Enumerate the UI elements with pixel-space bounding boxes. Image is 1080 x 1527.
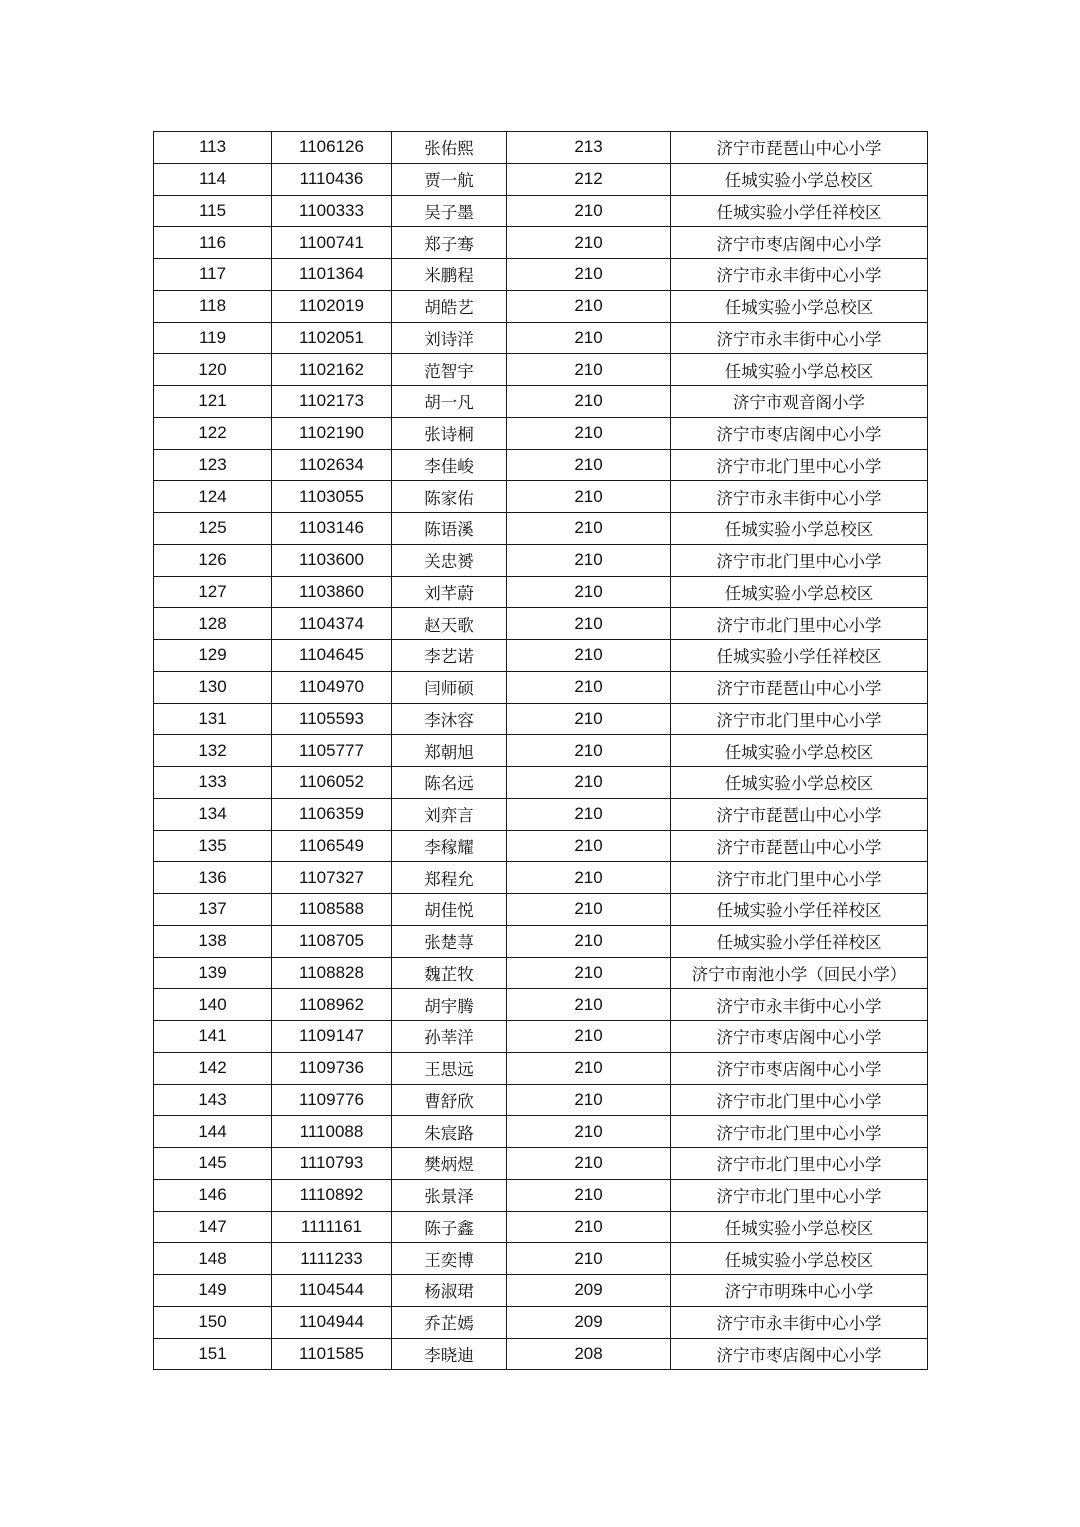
id-cell: 1101364 [272,259,392,291]
school-cell: 任城实验小学总校区 [671,513,928,545]
name-cell: 李艺诺 [392,640,507,672]
score-cell: 210 [507,449,671,481]
score-cell: 208 [507,1338,671,1370]
name-cell: 米鹏程 [392,259,507,291]
id-cell: 1106126 [272,132,392,164]
name-cell: 杨淑珺 [392,1275,507,1307]
table-row [154,671,928,703]
table-row [154,798,928,830]
rank-cell: 148 [154,1243,272,1275]
table-row [154,163,928,195]
results-table [153,131,928,1370]
score-cell: 210 [507,1116,671,1148]
school-cell: 济宁市枣店阁中心小学 [671,417,928,449]
id-cell: 1111161 [272,1211,392,1243]
score-cell: 210 [507,322,671,354]
rank-cell: 121 [154,386,272,418]
rank-cell: 120 [154,354,272,386]
rank-cell: 139 [154,957,272,989]
table-row [154,957,928,989]
rank-cell: 146 [154,1179,272,1211]
school-cell: 济宁市永丰街中心小学 [671,989,928,1021]
name-cell: 张景泽 [392,1179,507,1211]
rank-cell: 131 [154,703,272,735]
name-cell: 李晓迪 [392,1338,507,1370]
name-cell: 李稼耀 [392,830,507,862]
id-cell: 1100741 [272,227,392,259]
rank-cell: 150 [154,1306,272,1338]
rank-cell: 124 [154,481,272,513]
table-row [154,1243,928,1275]
id-cell: 1103860 [272,576,392,608]
score-cell: 210 [507,925,671,957]
school-cell: 济宁市枣店阁中心小学 [671,227,928,259]
name-cell: 魏芷牧 [392,957,507,989]
score-cell: 210 [507,894,671,926]
score-cell: 210 [507,417,671,449]
name-cell: 王思远 [392,1052,507,1084]
name-cell: 李沐容 [392,703,507,735]
score-cell: 213 [507,132,671,164]
score-cell: 209 [507,1275,671,1307]
name-cell: 曹舒欣 [392,1084,507,1116]
table-row [154,1338,928,1370]
school-cell: 济宁市北门里中心小学 [671,544,928,576]
score-cell: 210 [507,957,671,989]
name-cell: 刘弈言 [392,798,507,830]
table-row [154,544,928,576]
id-cell: 1106052 [272,767,392,799]
name-cell: 郑子骞 [392,227,507,259]
rank-cell: 135 [154,830,272,862]
score-cell: 210 [507,1084,671,1116]
name-cell: 刘诗洋 [392,322,507,354]
score-cell: 210 [507,1179,671,1211]
id-cell: 1105593 [272,703,392,735]
name-cell: 范智宇 [392,354,507,386]
school-cell: 任城实验小学任祥校区 [671,925,928,957]
table-row [154,1084,928,1116]
name-cell: 朱宸路 [392,1116,507,1148]
name-cell: 胡宇腾 [392,989,507,1021]
name-cell: 李佳峻 [392,449,507,481]
rank-cell: 149 [154,1275,272,1307]
name-cell: 王奕博 [392,1243,507,1275]
name-cell: 孙莘洋 [392,1021,507,1053]
table-row [154,290,928,322]
rank-cell: 129 [154,640,272,672]
school-cell: 济宁市琵琶山中心小学 [671,798,928,830]
school-cell: 济宁市枣店阁中心小学 [671,1052,928,1084]
table-row [154,1306,928,1338]
school-cell: 济宁市琵琶山中心小学 [671,132,928,164]
school-cell: 济宁市琵琶山中心小学 [671,671,928,703]
name-cell: 陈家佑 [392,481,507,513]
score-cell: 210 [507,989,671,1021]
school-cell: 济宁市北门里中心小学 [671,1084,928,1116]
rank-cell: 125 [154,513,272,545]
score-cell: 210 [507,195,671,227]
table-row [154,576,928,608]
rank-cell: 142 [154,1052,272,1084]
school-cell: 任城实验小学任祥校区 [671,195,928,227]
table-row [154,894,928,926]
name-cell: 樊炳煜 [392,1148,507,1180]
id-cell: 1108962 [272,989,392,1021]
id-cell: 1102634 [272,449,392,481]
score-cell: 210 [507,354,671,386]
rank-cell: 126 [154,544,272,576]
rank-cell: 151 [154,1338,272,1370]
school-cell: 济宁市永丰街中心小学 [671,322,928,354]
rank-cell: 127 [154,576,272,608]
name-cell: 陈名远 [392,767,507,799]
score-cell: 210 [507,735,671,767]
id-cell: 1102173 [272,386,392,418]
rank-cell: 113 [154,132,272,164]
school-cell: 任城实验小学任祥校区 [671,640,928,672]
table-row [154,1211,928,1243]
table-row [154,259,928,291]
id-cell: 1104645 [272,640,392,672]
name-cell: 关忠赟 [392,544,507,576]
table-row [154,386,928,418]
table-row [154,735,928,767]
school-cell: 任城实验小学总校区 [671,767,928,799]
name-cell: 胡佳悦 [392,894,507,926]
school-cell: 济宁市明珠中心小学 [671,1275,928,1307]
score-cell: 210 [507,798,671,830]
school-cell: 济宁市北门里中心小学 [671,449,928,481]
table-row [154,1116,928,1148]
table-row [154,1052,928,1084]
id-cell: 1104944 [272,1306,392,1338]
name-cell: 张楚荨 [392,925,507,957]
school-cell: 济宁市永丰街中心小学 [671,1306,928,1338]
table-row [154,1179,928,1211]
table-row [154,703,928,735]
table-row [154,227,928,259]
school-cell: 任城实验小学总校区 [671,1211,928,1243]
school-cell: 济宁市枣店阁中心小学 [671,1338,928,1370]
rank-cell: 119 [154,322,272,354]
rank-cell: 114 [154,163,272,195]
id-cell: 1103146 [272,513,392,545]
rank-cell: 140 [154,989,272,1021]
id-cell: 1106359 [272,798,392,830]
score-cell: 210 [507,259,671,291]
rank-cell: 132 [154,735,272,767]
school-cell: 济宁市永丰街中心小学 [671,481,928,513]
score-cell: 210 [507,1052,671,1084]
id-cell: 1100333 [272,195,392,227]
id-cell: 1110892 [272,1179,392,1211]
rank-cell: 136 [154,862,272,894]
id-cell: 1107327 [272,862,392,894]
id-cell: 1104374 [272,608,392,640]
table-row [154,830,928,862]
table-row [154,417,928,449]
name-cell: 郑程允 [392,862,507,894]
id-cell: 1104544 [272,1275,392,1307]
score-cell: 210 [507,386,671,418]
score-cell: 210 [507,640,671,672]
rank-cell: 143 [154,1084,272,1116]
rank-cell: 141 [154,1021,272,1053]
table-row [154,322,928,354]
score-cell: 212 [507,163,671,195]
school-cell: 济宁市北门里中心小学 [671,862,928,894]
id-cell: 1109736 [272,1052,392,1084]
score-cell: 210 [507,513,671,545]
school-cell: 济宁市北门里中心小学 [671,703,928,735]
name-cell: 胡皓艺 [392,290,507,322]
school-cell: 济宁市永丰街中心小学 [671,259,928,291]
results-table-body [154,132,928,1370]
school-cell: 任城实验小学总校区 [671,1243,928,1275]
table-row [154,1148,928,1180]
table-row [154,640,928,672]
name-cell: 赵天歌 [392,608,507,640]
id-cell: 1103600 [272,544,392,576]
score-cell: 210 [507,830,671,862]
table-row [154,481,928,513]
score-cell: 210 [507,767,671,799]
rank-cell: 117 [154,259,272,291]
school-cell: 济宁市南池小学（回民小学） [671,957,928,989]
table-row [154,354,928,386]
rank-cell: 118 [154,290,272,322]
rank-cell: 137 [154,894,272,926]
rank-cell: 130 [154,671,272,703]
name-cell: 贾一航 [392,163,507,195]
rank-cell: 147 [154,1211,272,1243]
rank-cell: 123 [154,449,272,481]
table-row [154,862,928,894]
school-cell: 济宁市观音阁小学 [671,386,928,418]
rank-cell: 134 [154,798,272,830]
id-cell: 1111233 [272,1243,392,1275]
name-cell: 张佑熙 [392,132,507,164]
school-cell: 任城实验小学总校区 [671,354,928,386]
table-row [154,925,928,957]
id-cell: 1102190 [272,417,392,449]
table-row [154,1021,928,1053]
name-cell: 刘芊蔚 [392,576,507,608]
score-cell: 210 [507,1211,671,1243]
score-cell: 210 [507,227,671,259]
rank-cell: 115 [154,195,272,227]
id-cell: 1101585 [272,1338,392,1370]
score-cell: 210 [507,1243,671,1275]
rank-cell: 122 [154,417,272,449]
table-row [154,608,928,640]
id-cell: 1110793 [272,1148,392,1180]
score-cell: 210 [507,290,671,322]
score-cell: 210 [507,1021,671,1053]
name-cell: 陈子鑫 [392,1211,507,1243]
name-cell: 陈语溪 [392,513,507,545]
id-cell: 1108588 [272,894,392,926]
name-cell: 闫师硕 [392,671,507,703]
rank-cell: 144 [154,1116,272,1148]
score-cell: 210 [507,544,671,576]
rank-cell: 138 [154,925,272,957]
id-cell: 1108705 [272,925,392,957]
school-cell: 济宁市北门里中心小学 [671,1148,928,1180]
rank-cell: 128 [154,608,272,640]
name-cell: 胡一凡 [392,386,507,418]
school-cell: 济宁市北门里中心小学 [671,1116,928,1148]
id-cell: 1102051 [272,322,392,354]
name-cell: 乔芷嫣 [392,1306,507,1338]
school-cell: 济宁市琵琶山中心小学 [671,830,928,862]
table-row [154,195,928,227]
name-cell: 郑朝旭 [392,735,507,767]
school-cell: 任城实验小学总校区 [671,576,928,608]
id-cell: 1109147 [272,1021,392,1053]
score-cell: 210 [507,703,671,735]
id-cell: 1110088 [272,1116,392,1148]
score-cell: 210 [507,671,671,703]
table-row [154,132,928,164]
score-cell: 210 [507,608,671,640]
id-cell: 1105777 [272,735,392,767]
score-cell: 210 [507,862,671,894]
name-cell: 张诗桐 [392,417,507,449]
table-row [154,449,928,481]
id-cell: 1108828 [272,957,392,989]
id-cell: 1110436 [272,163,392,195]
table-row [154,513,928,545]
school-cell: 任城实验小学任祥校区 [671,894,928,926]
school-cell: 济宁市北门里中心小学 [671,1179,928,1211]
rank-cell: 116 [154,227,272,259]
school-cell: 任城实验小学总校区 [671,735,928,767]
score-cell: 209 [507,1306,671,1338]
name-cell: 吴子墨 [392,195,507,227]
rank-cell: 133 [154,767,272,799]
school-cell: 济宁市枣店阁中心小学 [671,1021,928,1053]
score-cell: 210 [507,1148,671,1180]
rank-cell: 145 [154,1148,272,1180]
id-cell: 1104970 [272,671,392,703]
table-row [154,989,928,1021]
id-cell: 1102162 [272,354,392,386]
id-cell: 1103055 [272,481,392,513]
school-cell: 任城实验小学总校区 [671,163,928,195]
score-cell: 210 [507,481,671,513]
school-cell: 任城实验小学总校区 [671,290,928,322]
table-row [154,767,928,799]
id-cell: 1106549 [272,830,392,862]
score-cell: 210 [507,576,671,608]
id-cell: 1102019 [272,290,392,322]
school-cell: 济宁市北门里中心小学 [671,608,928,640]
table-row [154,1275,928,1307]
id-cell: 1109776 [272,1084,392,1116]
